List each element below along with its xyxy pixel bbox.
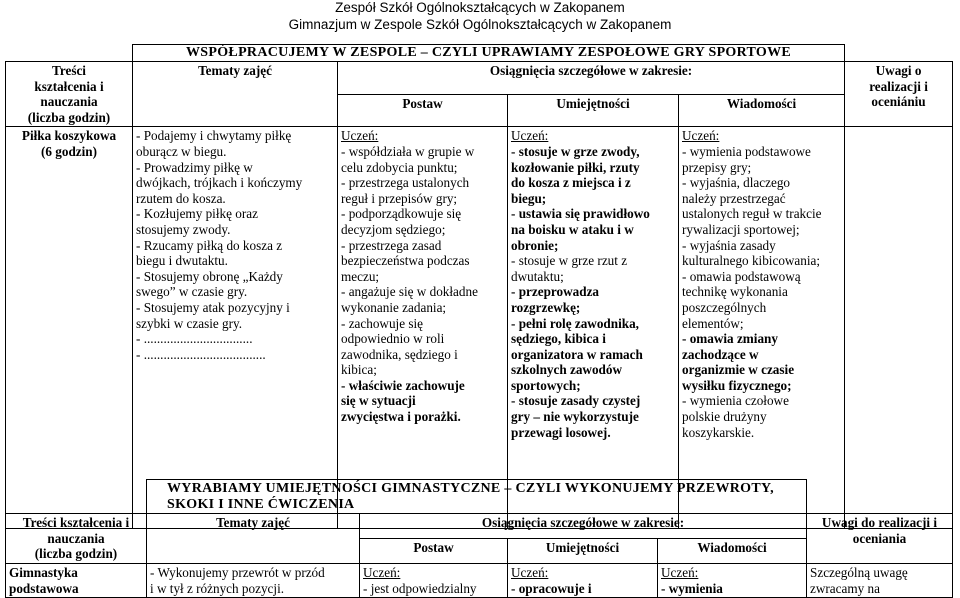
wiadomosci-line: ustalonych reguł w trakcie: [682, 206, 822, 222]
umiejetnosci-line: - pełni rolę zawodnika,: [511, 315, 639, 331]
umiejetnosci-line: do kosza z miejsca i z: [511, 175, 631, 191]
wiadomosci-line: - wyjaśnia zasady: [682, 237, 776, 253]
umiejetnosci-line: organizatora w ramach: [511, 346, 643, 362]
wiadomosci-line: rywalizacji sportowej;: [682, 221, 800, 237]
tematy-cell: - Podajemy i chwytamy piłkę oburącz w biegu. - Prowadzimy piłkę w dwójkach, trójkach i kończymy rzutem do kosza. - Kozłujemy piłkę oraz stosujemy zwody. - Rzucamy piłką do kosza z biegu i dwutaktu. - Stosujemy obronę „Każdy swego” w czasie gry. - Stosujemy atak pozycyjny i szybki w czasie gry. - ................................. - .....................................: [133, 127, 338, 529]
col-header-tematy-2: Tematy zajęć: [147, 514, 360, 564]
row-label-koszykowka: Piłka koszykowa (6 godzin): [6, 127, 133, 529]
umiejetnosci-line: - stosuje w grze zwody,: [511, 143, 640, 159]
umiejetnosci-line: dwutaktu;: [511, 268, 564, 284]
row-label-gimnastyka: Gimnastyka podstawowa: [6, 563, 147, 597]
wiadomosci-line: kulturalnego kibicowania;: [682, 253, 821, 269]
col-header-wiadomosci-2: Wiadomości: [658, 539, 807, 564]
umiejetnosci-line: - stosuje w grze rzut z: [511, 253, 628, 269]
section-title-2: WYRABIAMY UMIEJĘTNOŚCI GIMNASTYCZNE – CZYLI WYKONUJEMY PRZEWROTY, SKOKI I INNE ĆWICZENIA: [147, 480, 807, 514]
wiadomosci-line: - wymienia podstawowe: [682, 143, 811, 159]
tematy-cell-2: - Wykonujemy przewrót w przód i w tył z różnych pozycji.: [147, 563, 360, 597]
umiejetnosci-line: - ustawia się prawidłowo: [511, 206, 650, 222]
umiejetnosci-line: kozłowanie piłki, rzuty: [511, 159, 640, 175]
postaw-cell-2: Uczeń: - jest odpowiedzialny: [360, 563, 508, 597]
wiadomosci-line: polskie drużyny: [682, 409, 767, 425]
wiadomosci-line: - wyjaśnia, dlaczego: [682, 175, 791, 191]
wiadomosci-line: wysiłku fizycznego;: [682, 377, 792, 393]
postaw-cell: Uczeń: - współdziała w grupie w celu zdobycia punktu; - przestrzega ustalonych reguł i przepisów gry; - podporządkowuje się decyzjom sędziego; - przestrzega zasad bezpieczeństwa podczas meczu; - angażuje się w dokładne wykonanie zadania; - zachowuje się odpowiednio w roli zawodnika, sędziego i kibica; - właściwie zachowuje się w sytuacji zwycięstwa i porażki.: [338, 127, 508, 529]
umiejetnosci-line: sportowych;: [511, 377, 581, 393]
col-header-umiejetnosci: Umiejętności: [508, 94, 679, 127]
basketball-curriculum-table: [5, 44, 953, 529]
school-name: Zespół Szkół Ogólnokształcących w Zakopanem: [335, 0, 625, 15]
uwagi-cell-2: Szczególną uwagę zwracamy na: [807, 563, 953, 597]
wiadomosci-line: koszykarskie.: [682, 424, 755, 440]
umiejetnosci-line: sędziego, kibica i: [511, 331, 606, 347]
umiejetnosci-line: na boisku w ataku i w: [511, 221, 634, 237]
umiejetnosci-cell: Uczeń: - stosuje w grze zwody, kozłowanie piłki, rzuty do kosza z miejsca i z biegu; - ustawia się prawidłowo na boisku w ataku i w obronie; - stosuje w grze rzut z dwutaktu; - przeprowadza rozgrzewkę; - pełni rolę zawodnika, sędziego, kibica i organizatora w ramach szkolnych zawodów sportowych; - stosuje zasady czystej gry – nie wykorzystuje przewagi losowej.: [508, 127, 679, 529]
wiadomosci-line: elementów;: [682, 315, 744, 331]
umiejetnosci-line: biegu;: [511, 190, 547, 206]
gymnastics-curriculum-table: [5, 479, 953, 598]
umiejetnosci-line: gry – nie wykorzystuje: [511, 409, 639, 425]
wiadomosci-line: technikę wykonania: [682, 284, 788, 300]
umiejetnosci-cell-2: Uczeń: - opracowuje i: [508, 563, 658, 597]
wiadomosci-cell-2: Uczeń: - wymienia: [658, 563, 807, 597]
col-header-wiadomosci: Wiadomości: [679, 94, 845, 127]
uwagi-cell: [845, 127, 953, 529]
section-title: WSPÓŁPRACUJEMY W ZESPOLE – CZYLI UPRAWIAMY ZESPOŁOWE GRY SPORTOWE: [133, 45, 845, 62]
col-header-umiejetnosci-2: Umiejętności: [508, 539, 658, 564]
wiadomosci-line: należy przestrzegać: [682, 190, 786, 206]
wiadomosci-line: - wymienia czołowe: [682, 393, 789, 409]
col-header-tresci: Treści kształcenia i nauczania (liczba godzin): [6, 62, 133, 127]
umiejetnosci-line: obronie;: [511, 237, 559, 253]
col-header-osiagniecia-2: Osiągnięcia szczegółowe w zakresie:: [360, 514, 807, 539]
school-subtitle: Gimnazjum w Zespole Szkół Ogólnokształcących w Zakopanem: [288, 17, 672, 32]
col-header-uwagi: Uwagi o realizacji i oceniániu: [845, 62, 953, 127]
col-header-uwagi-2: Uwagi do realizacji i oceniania: [807, 514, 953, 564]
umiejetnosci-line: - przeprowadza: [511, 284, 600, 300]
umiejetnosci-line: rozgrzewkę;: [511, 299, 581, 315]
wiadomosci-line: - omawia zmiany: [682, 331, 778, 347]
col-header-postaw-2: Postaw: [360, 539, 508, 564]
wiadomosci-line: zachodzące w: [682, 346, 759, 362]
wiadomosci-line: organizmie w czasie: [682, 362, 795, 378]
umiejetnosci-line: szkolnych zawodów: [511, 362, 623, 378]
col-header-osiagniecia: Osiągnięcia szczegółowe w zakresie:: [338, 62, 845, 95]
col-header-tresci-2: Treści kształcenia i nauczania (liczba godzin): [6, 514, 147, 564]
col-header-postaw: Postaw: [338, 94, 508, 127]
umiejetnosci-line: - stosuje zasady czystej: [511, 393, 641, 409]
wiadomosci-line: przepisy gry;: [682, 159, 752, 175]
col-header-tematy: Tematy zajęć: [133, 62, 338, 127]
wiadomosci-cell: Uczeń: - wymienia podstawowe przepisy gry; - wyjaśnia, dlaczego należy przestrzegać ustalonych reguł w trakcie rywalizacji sportowej; - wyjaśnia zasady kulturalnego kibicowania; - omawia podstawową technikę wykonania poszczególnych elementów; - omawia zmiany zachodzące w organizmie w czasie wysiłku fizycznego; - wymienia czołowe polskie drużyny koszykarskie.: [679, 127, 845, 529]
umiejetnosci-line: przewagi losowej.: [511, 424, 611, 440]
wiadomosci-line: - omawia podstawową: [682, 268, 801, 284]
wiadomosci-line: poszczególnych: [682, 299, 767, 315]
